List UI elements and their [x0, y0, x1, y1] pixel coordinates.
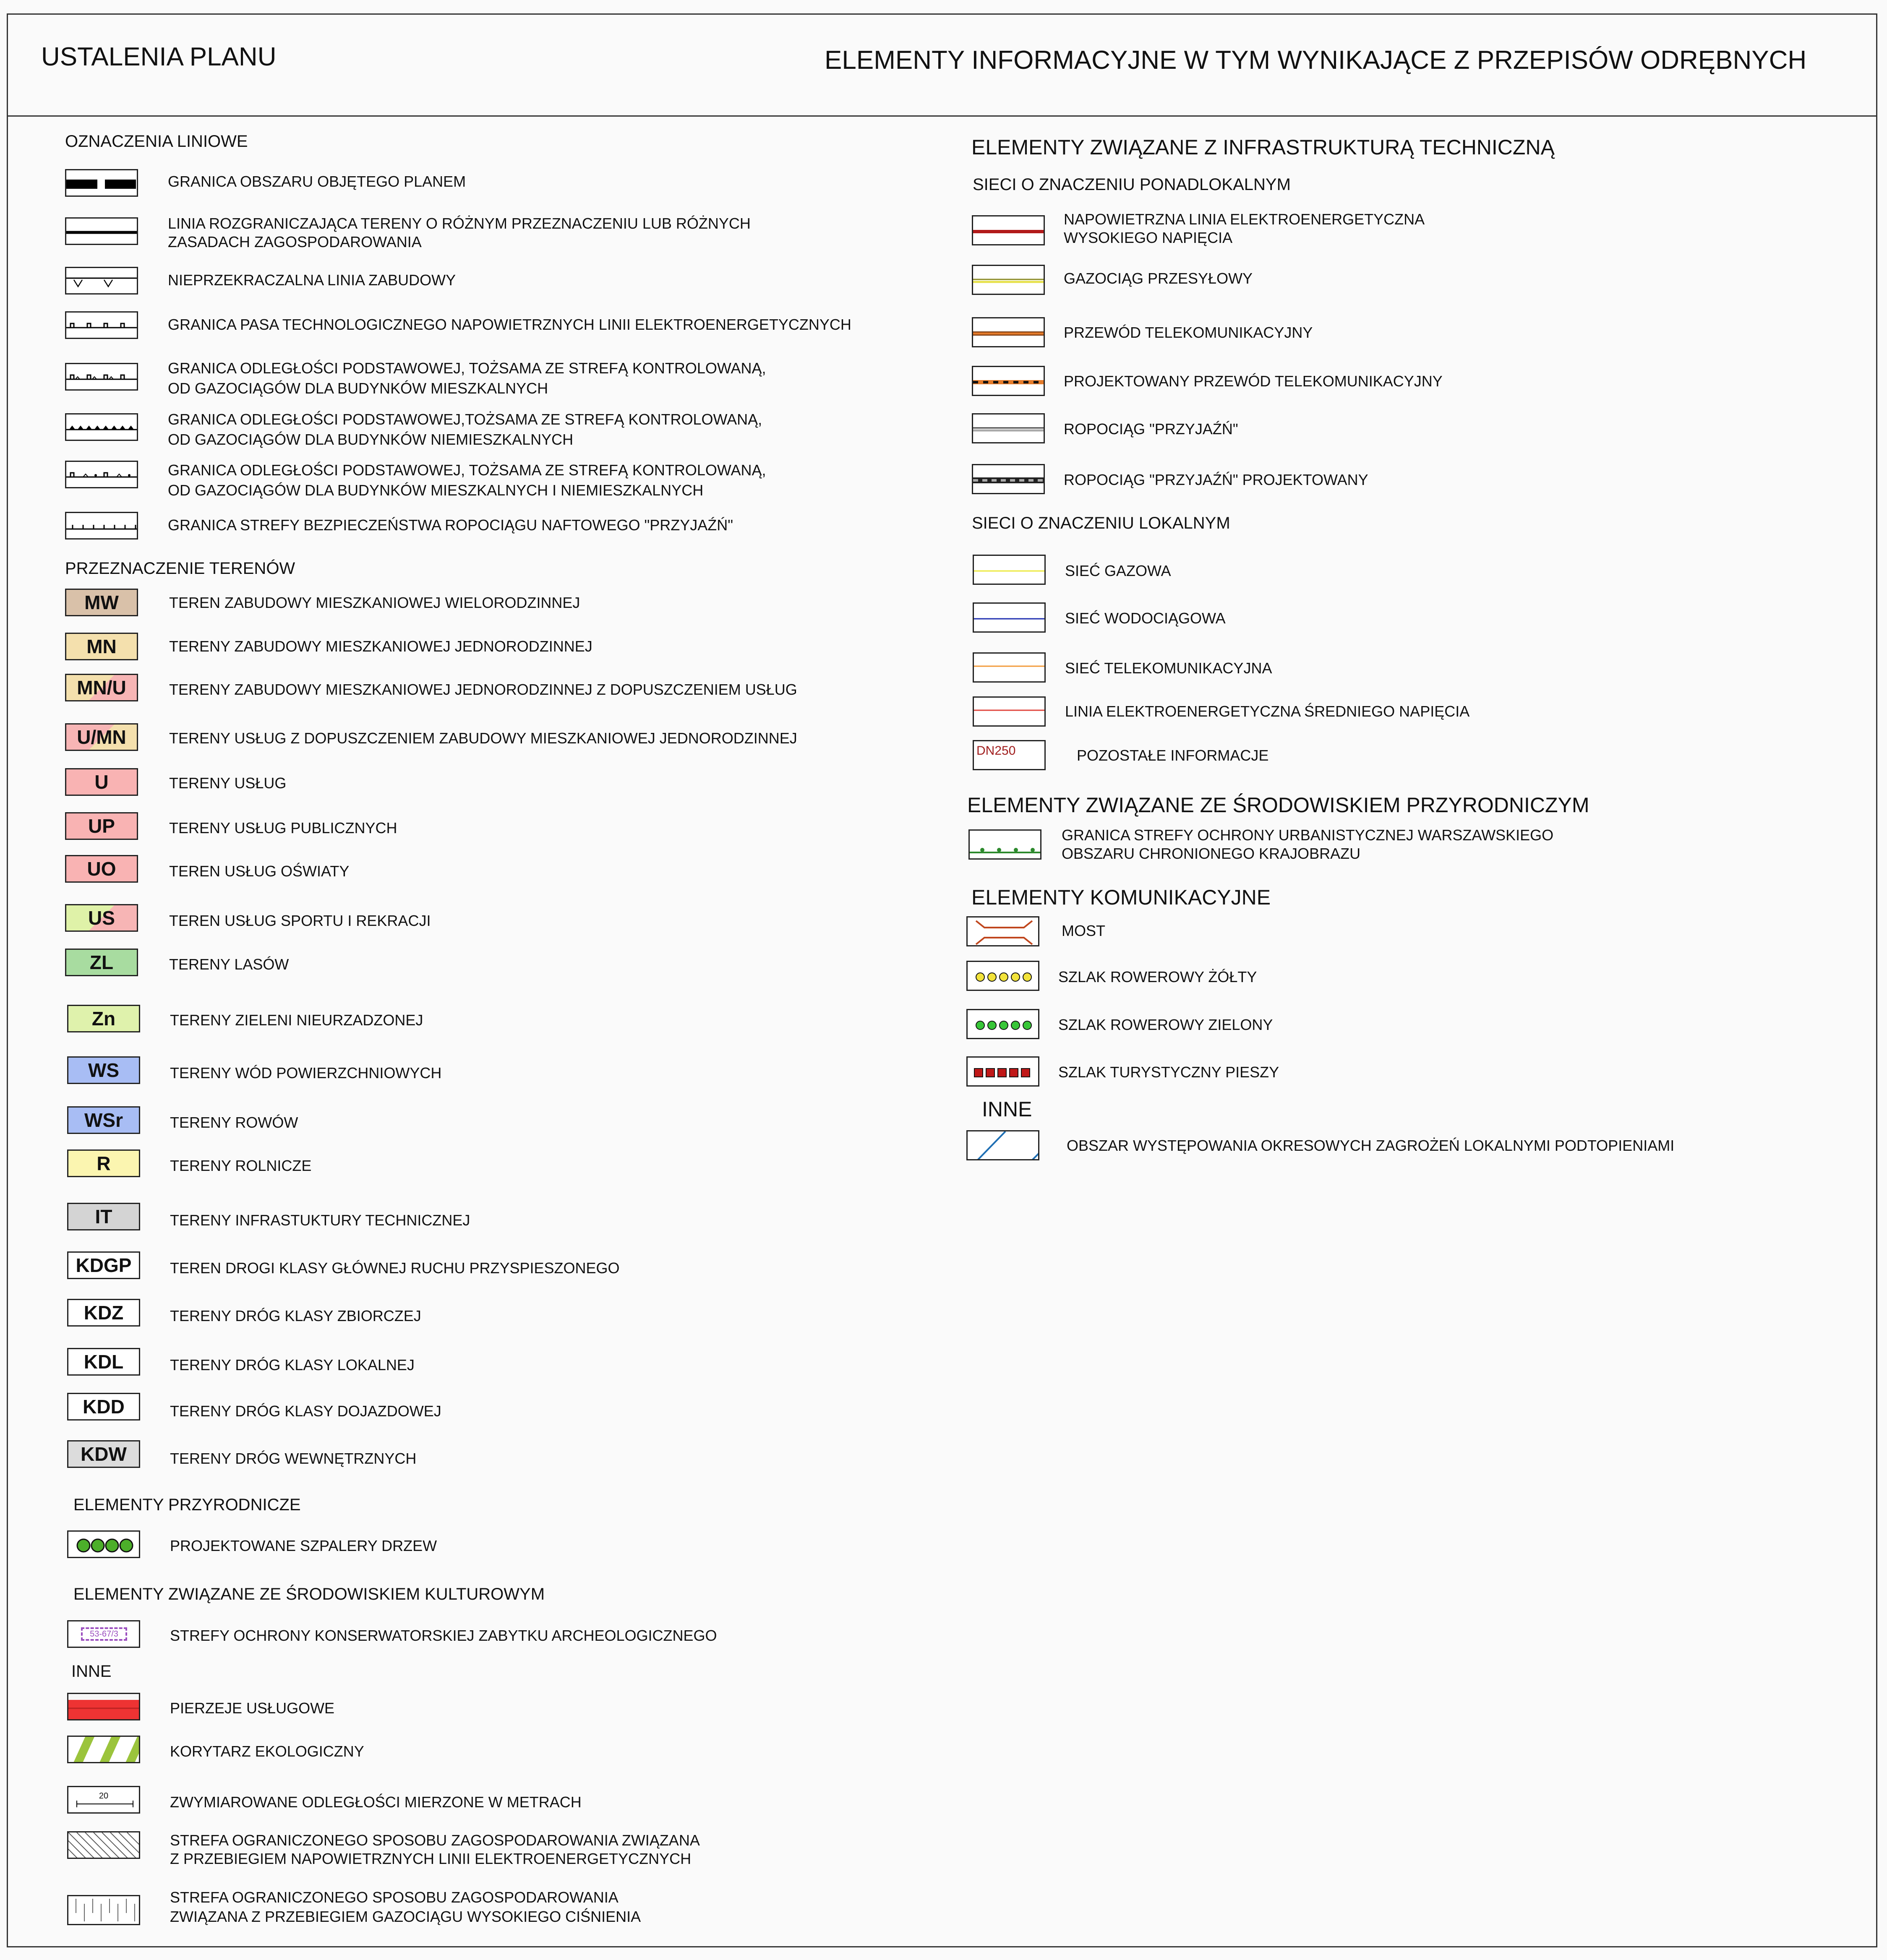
land-use-label: TERENY USŁUG PUBLICZNYCH [169, 819, 397, 837]
yellow-bike-trail-symbol [966, 961, 1039, 991]
gas-residential-symbol [65, 363, 138, 391]
land-use-symbol [67, 1056, 140, 1084]
land-use-symbol [67, 1393, 140, 1420]
land-use-label: TERENY USŁUG Z DOPUSZCZENIEM ZABUDOWY MIESZKANIOWEJ JEDNORODZINNEJ [169, 730, 797, 747]
land-use-symbol [65, 633, 138, 660]
left-other-label: STREFA OGRANICZONEGO SPOSOBU ZAGOSPODAROWANIA ZWIĄZANA [170, 1832, 700, 1849]
hiking-trail-symbol [966, 1056, 1039, 1087]
land-use-label: TERENY LASÓW [169, 956, 289, 973]
linear-item-label: OD GAZOCIĄGÓW DLA BUDYNKÓW NIEMIESZKALNYCH [168, 431, 574, 448]
planned-telecom-symbol [972, 366, 1045, 396]
land-use-symbol [65, 674, 138, 701]
local-item-label: SIEĆ TELEKOMUNIKACYJNA [1065, 659, 1272, 677]
natural-environment-heading: ELEMENTY ZWIĄZANE ZE ŚRODOWISKIEM PRZYRODNICZYM [967, 793, 1589, 817]
water-network-symbol [973, 602, 1046, 633]
right-other-heading: INNE [982, 1097, 1032, 1121]
land-use-code: U/MN [77, 726, 126, 748]
building-line-symbol [65, 267, 138, 295]
service-frontage-symbol [67, 1693, 140, 1720]
transport-item-label: SZLAK ROWEROWY ZIELONY [1058, 1016, 1273, 1033]
land-use-label: TERENY DRÓG KLASY DOJAZDOWEJ [170, 1402, 441, 1420]
land-use-label: TERENY INFRASTUKTURY TECHNICZNEJ [170, 1212, 470, 1229]
culture-item-label: STREFY OCHRONY KONSERWATORSKIEJ ZABYTKU ARCHEOLOGICZNEGO [170, 1627, 717, 1644]
information-elements-title: ELEMENTY INFORMACYJNE W TYM WYNIKAJĄCE Z PRZEPISÓW ODRĘBNYCH [825, 46, 1807, 75]
land-use-symbol [67, 1203, 140, 1230]
land-use-label: TERENY ROWÓW [170, 1114, 298, 1131]
telecom-cable-symbol [972, 317, 1045, 347]
land-use-code: WS [88, 1059, 120, 1081]
land-use-symbol [67, 1149, 140, 1177]
land-use-symbol [65, 589, 138, 616]
gas-network-symbol [973, 555, 1046, 585]
linear-item-label: OD GAZOCIĄGÓW DLA BUDYNKÓW MIESZKALNYCH I NIEMIESZKALNYCH [168, 482, 704, 499]
land-use-symbol [65, 904, 138, 932]
telecom-network-symbol [973, 652, 1046, 683]
gas-mixed-symbol [65, 461, 138, 488]
left-other-heading: INNE [71, 1662, 112, 1681]
archaeology-zone-tag: 53-67/3 [81, 1627, 127, 1641]
land-use-code: Zn [91, 1008, 116, 1030]
plan-settings-title: USTALENIA PLANU [41, 42, 277, 71]
environment-item-label: OBSZARU CHRONIONEGO KRAJOBRAZU [1062, 845, 1361, 862]
dimension-value: 20 [99, 1791, 109, 1801]
linear-item-label: GRANICA ODLEGŁOŚCI PODSTAWOWEJ,TOŻSAMA ZE STREFĄ KONTROLOWANĄ, [168, 411, 762, 428]
oil-pipeline-symbol [972, 413, 1045, 443]
land-use-label: TERENY ZABUDOWY MIESZKANIOWEJ JEDNORODZINNEJ Z DOPUSZCZENIEM USŁUG [169, 681, 797, 698]
land-use-label: TERENY USŁUG [169, 774, 287, 792]
transport-heading: ELEMENTY KOMUNIKACYJNE [971, 886, 1271, 909]
land-use-symbol [65, 768, 138, 796]
land-use-code: WSr [84, 1109, 123, 1131]
linear-item-label: GRANICA STREFY BEZPIECZEŃSTWA ROPOCIĄGU NAFTOWEGO "PRZYJAŹŃ" [168, 516, 733, 534]
left-other-label: PIERZEJE USŁUGOWE [170, 1699, 335, 1717]
flood-risk-symbol [966, 1130, 1039, 1160]
supra-item-label: ROPOCIĄG "PRZYJAŹŃ" PROJEKTOWANY [1064, 471, 1368, 488]
land-use-symbol [67, 1005, 140, 1032]
local-item-label: LINIA ELEKTROENERGETYCZNA ŚREDNIEGO NAPIĘCIA [1065, 703, 1470, 720]
supra-item-label: NAPOWIETRZNA LINIA ELEKTROENERGETYCZNA [1064, 211, 1425, 228]
supra-item-label: WYSOKIEGO NAPIĘCIA [1064, 229, 1233, 246]
land-use-code: U [94, 771, 109, 793]
land-use-symbol [67, 1299, 140, 1327]
transmission-gas-symbol [972, 265, 1045, 295]
land-use-code: US [88, 907, 115, 929]
gas-pipeline-zone-symbol [67, 1895, 140, 1925]
land-use-code: UP [88, 815, 115, 837]
land-use-label: TERENY ZABUDOWY MIESZKANIOWEJ JEDNORODZINNEJ [169, 638, 592, 655]
local-item-label: SIEĆ WODOCIĄGOWA [1065, 610, 1226, 627]
land-use-symbol [65, 723, 138, 751]
transport-item-label: MOST [1062, 922, 1105, 939]
land-use-code: KDZ [84, 1302, 124, 1324]
other-info-symbol [973, 740, 1046, 770]
land-use-label: TEREN USŁUG SPORTU I REKRACJI [169, 912, 431, 929]
transport-item-label: SZLAK ROWEROWY ŻÓŁTY [1058, 968, 1257, 985]
land-use-label: TERENY DRÓG WEWNĘTRZNYCH [170, 1450, 417, 1467]
oil-pipeline-zone-symbol [65, 512, 138, 540]
transport-item-label: SZLAK TURYSTYCZNY PIESZY [1058, 1063, 1279, 1081]
land-use-label: TERENY ZIELENI NIEURZADZONEJ [170, 1011, 423, 1029]
header-divider [7, 115, 1877, 117]
linear-item-label: LINIA ROZGRANICZAJĄCA TERENY O RÓŻNYM PRZEZNACZENIU LUB RÓŻNYCH [168, 215, 751, 232]
culture-heading: ELEMENTY ZWIĄZANE ZE ŚRODOWISKIEM KULTUROWYM [73, 1585, 545, 1603]
landscape-protection-symbol [968, 829, 1041, 860]
land-use-code: KDD [83, 1396, 125, 1418]
archaeology-zone-symbol [67, 1620, 140, 1648]
dimension-symbol [67, 1786, 140, 1814]
local-item-label: SIEĆ GAZOWA [1065, 562, 1171, 579]
land-use-heading: PRZEZNACZENIE TERENÓW [65, 559, 295, 578]
power-corridor-symbol [65, 311, 138, 339]
land-use-code: MN [86, 636, 117, 657]
pipe-diameter-tag: DN250 [976, 744, 1016, 758]
gas-nonresidential-symbol [65, 413, 138, 441]
land-use-symbol [67, 1348, 140, 1376]
linear-item-label: GRANICA PASA TECHNOLOGICZNEGO NAPOWIETRZNYCH LINII ELEKTROENERGETYCZNYCH [168, 316, 851, 333]
linear-item-label: OD GAZOCIĄGÓW DLA BUDYNKÓW MIESZKALNYCH [168, 380, 548, 397]
linear-item-label: GRANICA ODLEGŁOŚCI PODSTAWOWEJ, TOŻSAMA ZE STREFĄ KONTROLOWANĄ, [168, 461, 766, 479]
plan-boundary-symbol [65, 169, 138, 197]
land-use-code: KDW [81, 1443, 127, 1465]
land-use-label: TERENY DRÓG KLASY ZBIORCZEJ [170, 1307, 421, 1324]
land-use-symbol [65, 949, 138, 976]
left-other-label: ZWIĄZANA Z PRZEBIEGIEM GAZOCIĄGU WYSOKIEGO CIŚNIENIA [170, 1908, 641, 1925]
demarcation-line-symbol [65, 217, 138, 245]
land-use-code: KDGP [76, 1254, 132, 1276]
left-other-label: STREFA OGRANICZONEGO SPOSOBU ZAGOSPODAROWANIA [170, 1889, 619, 1906]
supra-item-label: GAZOCIĄG PRZESYŁOWY [1064, 270, 1253, 287]
left-other-label: Z PRZEBIEGIEM NAPOWIETRZNYCH LINII ELEKTROENERGETYCZNYCH [170, 1850, 692, 1867]
supra-item-label: PROJEKTOWANY PRZEWÓD TELEKOMUNIKACYJNY [1064, 373, 1443, 390]
left-other-label: KORYTARZ EKOLOGICZNY [170, 1743, 364, 1760]
infrastructure-heading: ELEMENTY ZWIĄZANE Z INFRASTRUKTURĄ TECHNICZNĄ [971, 136, 1555, 159]
land-use-symbol [67, 1106, 140, 1134]
hv-power-line-symbol [972, 215, 1045, 245]
supra-item-label: ROPOCIĄG "PRZYJAŹŃ" [1064, 420, 1238, 438]
left-other-label: ZWYMIAROWANE ODLEGŁOŚCI MIERZONE W METRACH [170, 1793, 582, 1811]
supra-local-networks-heading: SIECI O ZNACZENIU PONADLOKALNYM [973, 175, 1291, 194]
supra-item-label: PRZEWÓD TELEKOMUNIKACYJNY [1064, 324, 1313, 341]
linear-item-label: NIEPRZEKRACZALNA LINIA ZABUDOWY [168, 271, 456, 289]
power-line-zone-symbol [67, 1831, 140, 1859]
land-use-label: TERENY ROLNICZE [170, 1157, 312, 1174]
legend-frame [7, 13, 1877, 1947]
right-other-label: OBSZAR WYSTĘPOWANIA OKRESOWYCH ZAGROŻEŃ LOKALNYMI PODTOPIENIAMI [1067, 1137, 1675, 1154]
land-use-label: TEREN ZABUDOWY MIESZKANIOWEJ WIELORODZINNEJ [169, 594, 580, 611]
land-use-symbol [67, 1251, 140, 1279]
land-use-code: UO [87, 858, 116, 880]
land-use-code: R [97, 1152, 111, 1174]
land-use-code: IT [95, 1206, 112, 1228]
local-item-label: POZOSTAŁE INFORMACJE [1077, 747, 1269, 764]
green-bike-trail-symbol [966, 1009, 1039, 1039]
tree-rows-symbol [67, 1530, 140, 1558]
planned-oil-pipeline-symbol [972, 464, 1045, 494]
land-use-label: TERENY DRÓG KLASY LOKALNEJ [170, 1356, 415, 1374]
local-networks-heading: SIECI O ZNACZENIU LOKALNYM [972, 514, 1230, 532]
bridge-symbol [966, 916, 1039, 946]
linear-item-label: GRANICA ODLEGŁOŚCI PODSTAWOWEJ, TOŻSAMA ZE STREFĄ KONTROLOWANĄ, [168, 360, 766, 377]
land-use-label: TEREN USŁUG OŚWIATY [169, 863, 350, 880]
land-use-symbol [65, 855, 138, 883]
ecological-corridor-symbol [67, 1736, 140, 1763]
land-use-code: MN/U [77, 677, 126, 699]
land-use-symbol [65, 812, 138, 840]
land-use-label: TEREN DROGI KLASY GŁÓWNEJ RUCHU PRZYSPIESZONEGO [170, 1259, 620, 1277]
mv-power-line-symbol [973, 696, 1046, 727]
linear-markings-heading: OZNACZENIA LINIOWE [65, 132, 248, 151]
land-use-code: ZL [89, 951, 114, 973]
environment-item-label: GRANICA STREFY OCHRONY URBANISTYCZNEJ WARSZAWSKIEGO [1062, 826, 1554, 844]
linear-item-label: GRANICA OBSZARU OBJĘTEGO PLANEM [168, 173, 466, 190]
nature-item-label: PROJEKTOWANE SZPALERY DRZEW [170, 1537, 437, 1554]
land-use-code: MW [84, 592, 119, 613]
land-use-label: TERENY WÓD POWIERZCHNIOWYCH [170, 1064, 442, 1082]
land-use-code: KDL [84, 1351, 124, 1373]
nature-elements-heading: ELEMENTY PRZYRODNICZE [73, 1496, 301, 1514]
linear-item-label: ZASADACH ZAGOSPODAROWANIA [168, 233, 422, 250]
land-use-symbol [67, 1440, 140, 1468]
